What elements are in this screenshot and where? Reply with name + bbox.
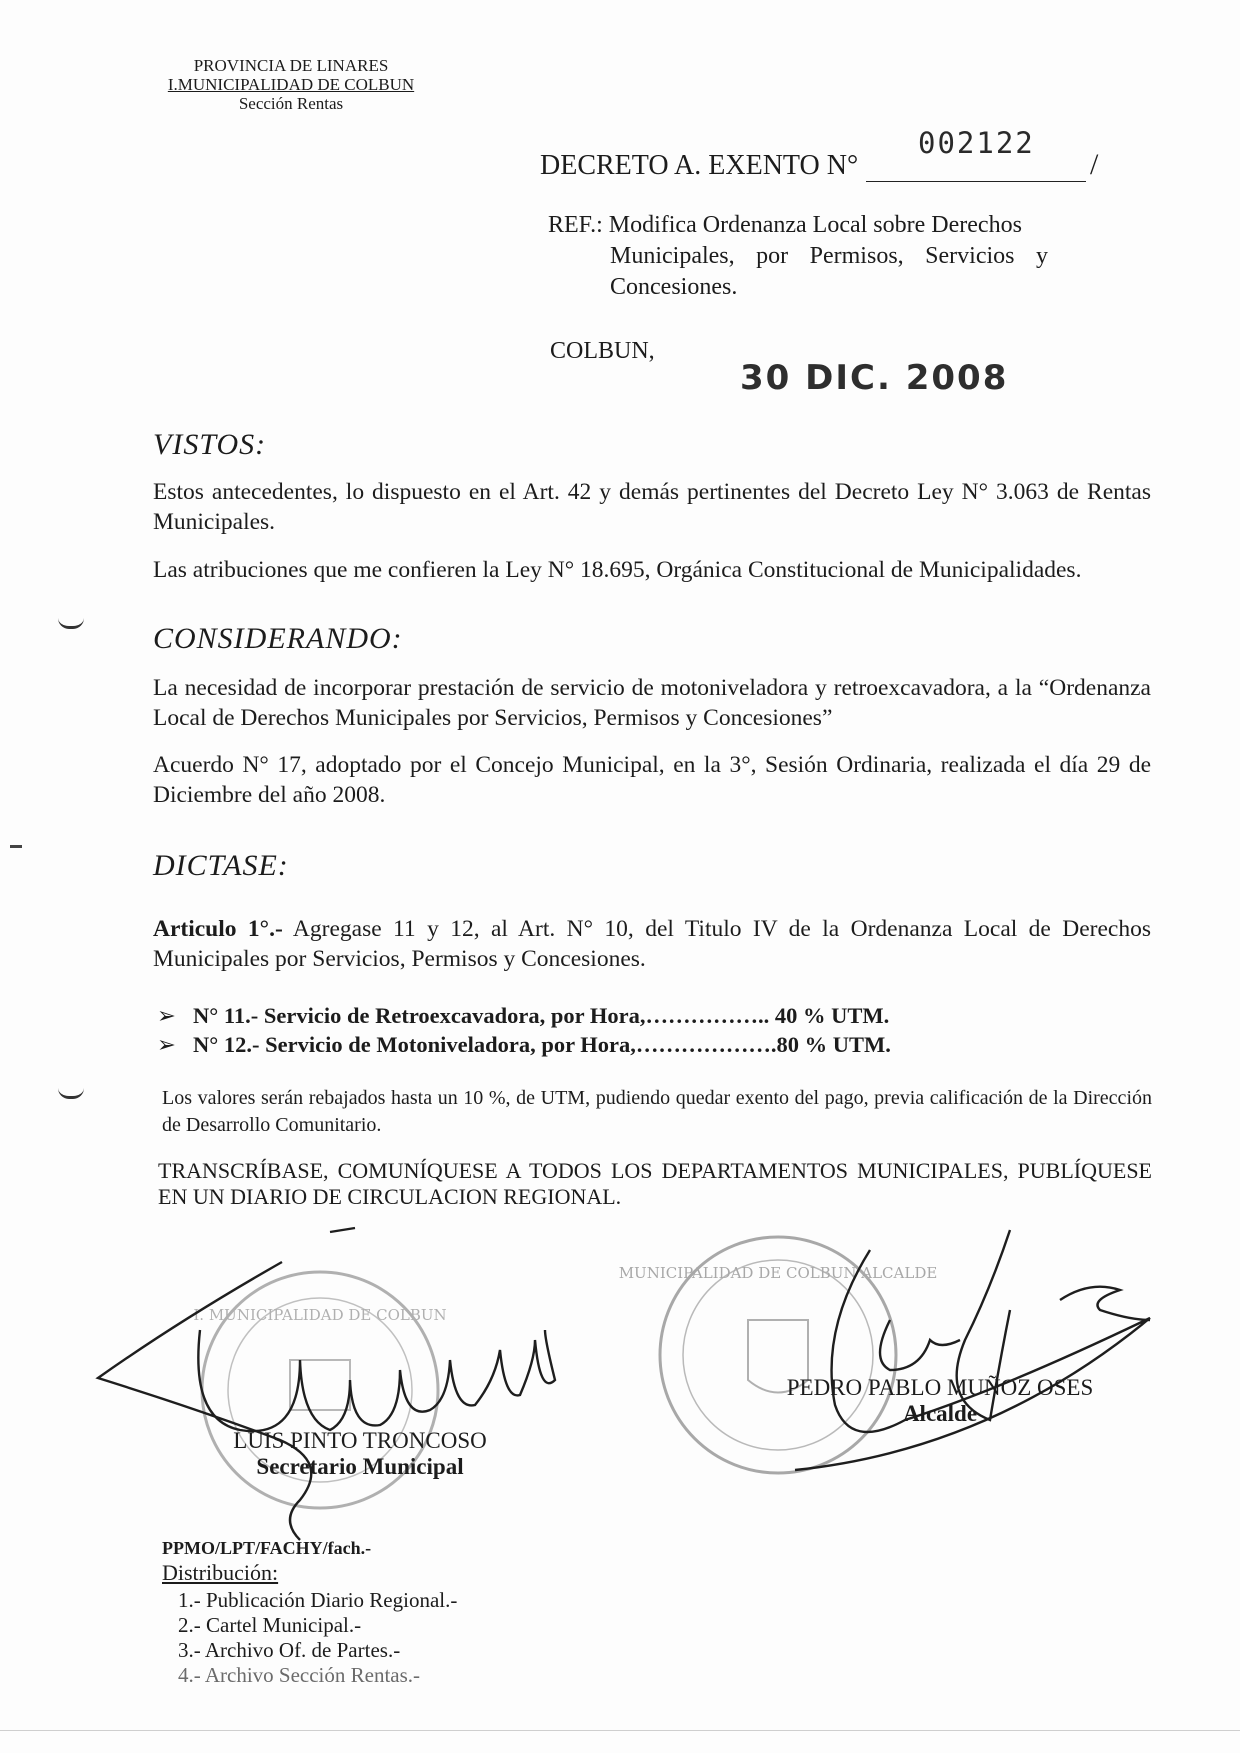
item-12-text: N° 12.- Servicio de Motoniveladora, por Hora,……………….80 % UTM. <box>193 1032 891 1057</box>
municipality-line: I.MUNICIPALIDAD DE COLBUN <box>167 75 415 94</box>
list-item: 1.- Publicación Diario Regional.- <box>178 1588 458 1612</box>
page-bottom-edge <box>0 1730 1240 1731</box>
item-11-text: N° 11.- Servicio de Retroexcavadora, por Hora,…………….. 40 % UTM. <box>193 1003 890 1028</box>
list-item: 3.- Archivo Of. de Partes.- <box>178 1638 401 1662</box>
arrow-bullet-icon: ➢ <box>157 1003 176 1028</box>
article-1-label: Articulo 1°.- <box>153 916 283 942</box>
distribution-list <box>178 1588 457 1688</box>
right-seal <box>619 1237 938 1473</box>
vistos-paragraph-1: Estos antecedentes, lo dispuesto en el Art. 42 y demás pertinentes del Decreto Ley N° 3.063 de Rentas Municipales. <box>153 479 1151 535</box>
left-seal-text: I. MUNICIPALIDAD DE COLBUN <box>193 1306 447 1324</box>
vistos-paragraph-2: Las atribuciones que me confieren la Ley N° 18.695, Orgánica Constitucional de Municipalidades. <box>153 557 1082 583</box>
article-1-text: Agregase 11 y 12, al Art. N° 10, del Titulo IV de la Ordenanza Local de Derechos Municipales por Servicios, Permisos y Concesiones. <box>153 916 1151 972</box>
decree-slash: / <box>1090 148 1099 181</box>
arrow-bullet-icon: ➢ <box>157 1032 176 1057</box>
secretary-signature-block <box>225 1428 495 1480</box>
secretary-signature <box>98 1262 555 1540</box>
secretary-role: Secretario Municipal <box>256 1454 464 1479</box>
initials-line: PPMO/LPT/FACHY/fach.- <box>162 1538 372 1558</box>
province-line: PROVINCIA DE LINARES <box>193 56 389 75</box>
mayor-signature-block <box>785 1375 1095 1427</box>
dictase-heading: DICTASE: <box>153 849 289 882</box>
section-line: Sección Rentas <box>238 94 344 113</box>
reference-first-line: Modifica Ordenanza Local sobre Derechos <box>608 212 1022 238</box>
decree-title-text: DECRETO A. EXENTO N° <box>540 150 859 181</box>
closing-order: TRANSCRÍBASE, COMUNÍQUESE A TODOS LOS DEPARTAMENTOS MUNICIPALES, PUBLÍQUESE EN UN DIARIO DE CIRCULACION REGIONAL. <box>158 1158 1152 1209</box>
list-item: 2.- Cartel Municipal.- <box>178 1613 362 1637</box>
discount-note: Los valores serán rebajados hasta un 10 %, de UTM, pudiendo quedar exento del pago, previa calificación de la Dirección de Desarrollo Comunitario. <box>162 1087 1152 1136</box>
place-label: COLBUN, <box>550 338 655 364</box>
considerando-heading: CONSIDERANDO: <box>153 622 403 655</box>
mayor-name: PEDRO PABLO MUÑOZ OSES <box>786 1375 1094 1400</box>
date-stamp: 30 DIC. 2008 <box>740 358 1009 398</box>
distribution-heading: Distribución: <box>162 1560 279 1585</box>
reference-label: REF.: <box>548 212 603 238</box>
considerando-paragraph-1: La necesidad de incorporar prestación de servicio de motoniveladora y retroexcavadora, a la “Ordenanza Local de Derechos Municipales por Servicios, Permisos y Concesiones” <box>153 675 1151 731</box>
right-seal-text: MUNICIPALIDAD DE COLBUN ALCALDE <box>618 1264 938 1282</box>
list-item: 4.- Archivo Sección Rentas.- <box>178 1663 421 1687</box>
mayor-role: Alcalde <box>902 1401 978 1426</box>
decree-number-stamp: 002122 <box>918 126 1035 160</box>
reference-rest: Municipales, por Permisos, Servicios y Concesiones. <box>610 243 1048 300</box>
considerando-paragraph-2: Acuerdo N° 17, adoptado por el Concejo Municipal, en la 3°, Sesión Ordinaria, realizada el día 29 de Diciembre del año 2008. <box>153 752 1151 808</box>
secretary-name: LUIS PINTO TRONCOSO <box>233 1428 487 1453</box>
vistos-heading: VISTOS: <box>153 428 267 461</box>
